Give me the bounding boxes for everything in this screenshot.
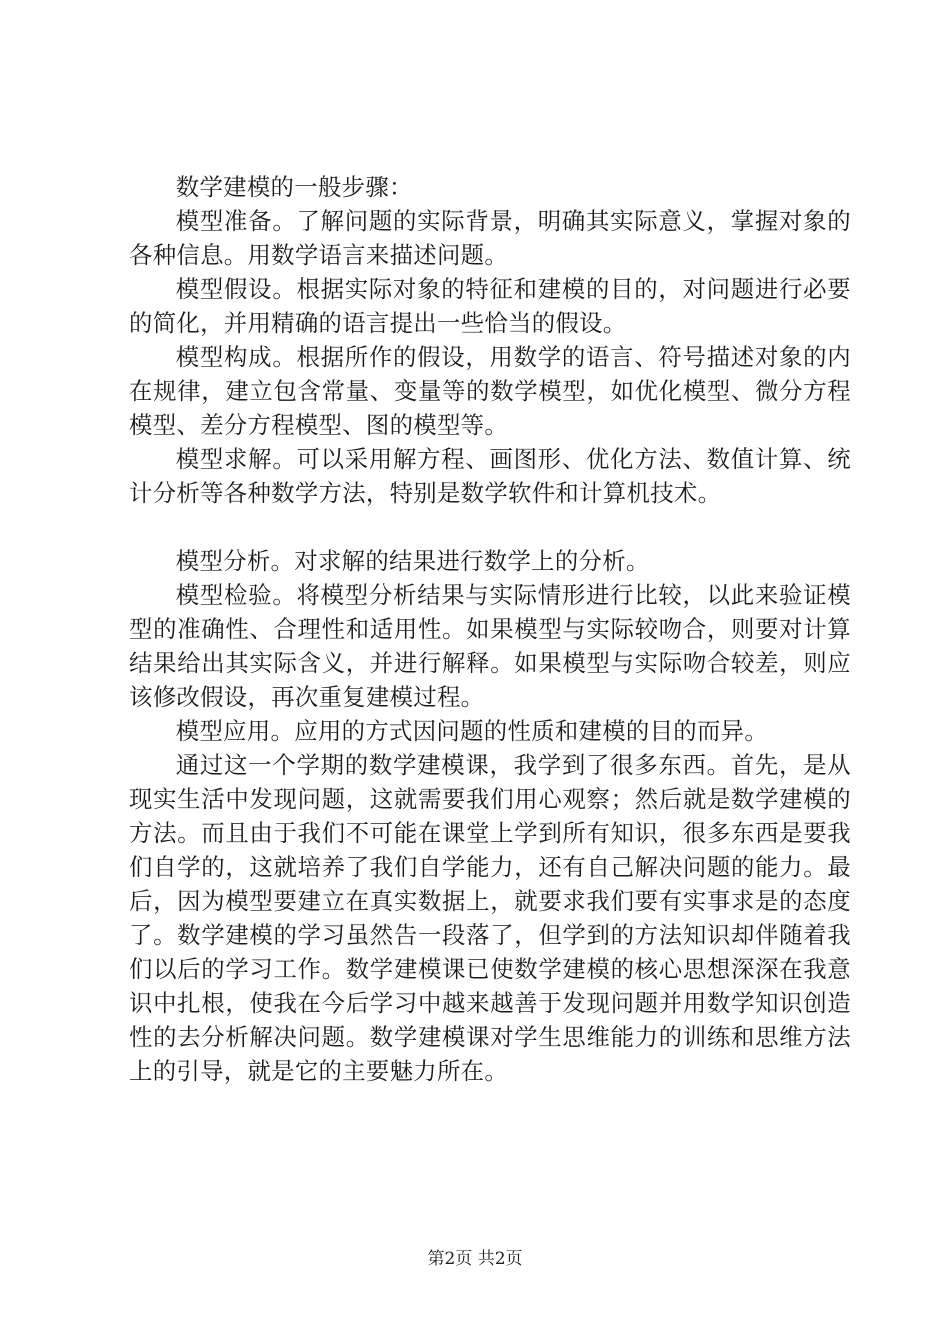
paragraph-model-preparation: 模型准备。了解问题的实际背景，明确其实际意义，掌握对象的各种信息。用数学语言来描述问题。: [129, 207, 851, 269]
paragraph-steps-heading: 数学建模的一般步骤：: [175, 173, 413, 201]
paragraph-spacer: [129, 510, 851, 544]
paragraph-course-reflection: 通过这一个学期的数学建模课，我学到了很多东西。首先，是从现实生活中发现问题，这就需要我们用心观察；然后就是数学建模的方法。而且由于我们不可能在课堂上学到所有知识，很多东西是要我们自学的，这就培养了我们自学能力，还有自己解决问题的能力。最后，因为模型要建立在真实数据上，就要求我们要有实事求是的态度了。数学建模的学习虽然告一段落了，但学到的方法知识却伴随着我们以后的学习工作。数学建模课已使数学建模的核心思想深深在我意识中扎根，使我在今后学习中越来越善于发现问题并用数学知识创造性的去分析解决问题。数学建模课对学生思维能力的训练和思维方法上的引导，就是它的主要魅力所在。: [129, 751, 851, 1085]
paragraph-model-analysis: 模型分析。对求解的结果进行数学上的分析。: [175, 547, 650, 575]
paragraph-model-construction: 模型构成。根据所作的假设，用数学的语言、符号描述对象的内在规律，建立包含常量、变量等的数学模型，如优化模型、微分方程模型、差分方程模型、图的模型等。: [129, 343, 851, 439]
page-number-footer: 第2页 共2页: [427, 1249, 523, 1269]
document-body: [129, 170, 851, 1088]
paragraph-model-assumption: 模型假设。根据实际对象的特征和建模的目的，对问题进行必要的简化，并用精确的语言提出一些恰当的假设。: [129, 275, 851, 337]
paragraph-model-solving: 模型求解。可以采用解方程、画图形、优化方法、数值计算、统计分析等各种数学方法，特别是数学软件和计算机技术。: [129, 445, 851, 507]
paragraph-model-verification: 模型检验。将模型分析结果与实际情形进行比较，以此来验证模型的准确性、合理性和适用性。如果模型与实际较吻合，则要对计算结果给出其实际含义，并进行解释。如果模型与实际吻合较差，则应该修改假设，再次重复建模过程。: [129, 581, 851, 711]
paragraph-model-application: 模型应用。应用的方式因问题的性质和建模的目的而异。: [175, 717, 769, 745]
